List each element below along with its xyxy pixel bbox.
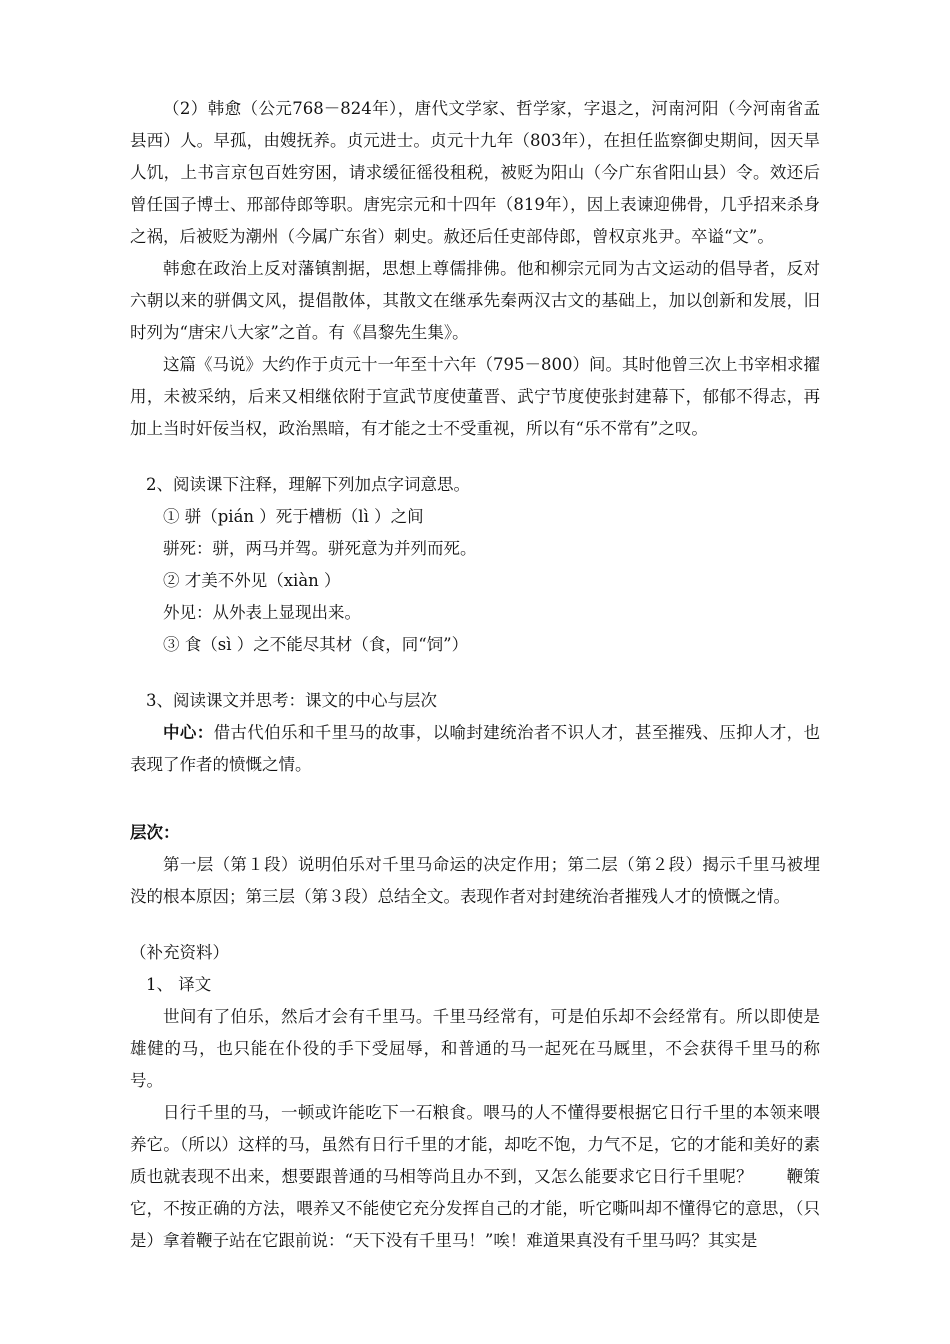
center-paragraph <box>130 717 820 781</box>
levels-text: 第一层（第１段）说明伯乐对千里马命运的决定作用；第二层（第２段）揭示千里马被埋没的根本原因；第三层（第３段）总结全文。表现作者对封建统治者摧残人才的愤慨之情。 <box>130 855 820 906</box>
annotation-item-4: 外见：从外表上显现出来。 <box>163 603 361 622</box>
spacer <box>130 661 820 685</box>
supplement-label: （补充资料） <box>130 943 229 962</box>
spacer <box>130 913 820 937</box>
bio-paragraph-2: 韩愈在政治上反对藩镇割据，思想上尊儒排佛。他和柳宗元同为古文运动的倡导者，反对六朝以来的骈偶文风，提倡散体，其散文在继承先秦两汉古文的基础上，加以创新和发展，旧时列为“唐宋八大家”之首。有《昌黎先生集》。 <box>130 259 820 342</box>
center-text: 借古代伯乐和千里马的故事，以喻封建统治者不识人才，甚至摧残、压抑人才，也表现了作者的愤慨之情。 <box>130 723 821 774</box>
spacer <box>130 781 820 817</box>
bio-paragraph-1: （2）韩愈（公元768－824年），唐代文学家、哲学家，字退之，河南河阳（今河南省孟县西）人。早孤，由嫂抚养。贞元进士。贞元十九年（803年），在担任监察御史期间，因天旱人饥，上书言京包百姓穷困，请求缓征徭役租税，被贬为阳山（今广东省阳山县）令。效还后曾任国子博士、邢部侍郎等职。唐宪宗元和十四年（819年），因上表谏迎佛骨，几乎招来杀身之祸，后被贬为潮州（今属广东省）刺史。赦还后任吏部侍郎，曾权京兆尹。卒谥“文”。 <box>130 99 820 246</box>
annotation-item-3: ② 才美不外见（xiàn ） <box>163 571 341 590</box>
annotation-item-2: 骈死：骈，两马并驾。骈死意为并列而死。 <box>163 539 477 558</box>
annotation-item-1: ① 骈（pián ）死于槽枥（lì ）之间 <box>163 507 424 526</box>
levels-label: 层次： <box>130 823 180 842</box>
translation-heading: 1、 译文 <box>146 975 212 994</box>
center-label: 中心： <box>163 723 214 742</box>
spacer <box>130 445 820 469</box>
translation-paragraph-2: 日行千里的马，一顿或许能吃下一石粮食。喂马的人不懂得要根据它日行千里的本领来喂养它。（所以）这样的马，虽然有日行千里的才能，却吃不饱，力气不足，它的才能和美好的素质也就表现不出来，想要跟普通的马相等尚且办不到，又怎么能要求它日行千里呢？ 鞭策它，不按正确的方法，喂养又不能使它充分发挥自己的才能，听它嘶叫却不懂得它的意思，（只是）拿着鞭子站在它跟前说：“天下没有千里马！”唉！难道果真没有千里马吗？其实是 <box>130 1103 820 1250</box>
bio-paragraph-3: 这篇《马说》大约作于贞元十一年至十六年（795－800）间。其时他曾三次上书宰相求擢用，未被采纳，后来又相继依附于宣武节度使董晋、武宁节度使张封建幕下，郁郁不得志，再加上当时奸佞当权，政治黑暗，有才能之士不受重视，所以有“乐不常有”之叹。 <box>130 355 820 438</box>
translation-paragraph-1: 世间有了伯乐，然后才会有千里马。千里马经常有，可是伯乐却不会经常有。所以即使是雄健的马，也只能在仆役的手下受屈辱，和普通的马一起死在马厩里，不会获得千里马的称号。 <box>130 1007 820 1090</box>
section-2-heading: 2、阅读课下注释，理解下列加点字词意思。 <box>146 475 470 494</box>
section-3-heading: 3、阅读课文并思考：课文的中心与层次 <box>146 691 437 710</box>
annotation-item-5: ③ 食（sì ）之不能尽其材（食，同“饲”） <box>163 635 469 654</box>
